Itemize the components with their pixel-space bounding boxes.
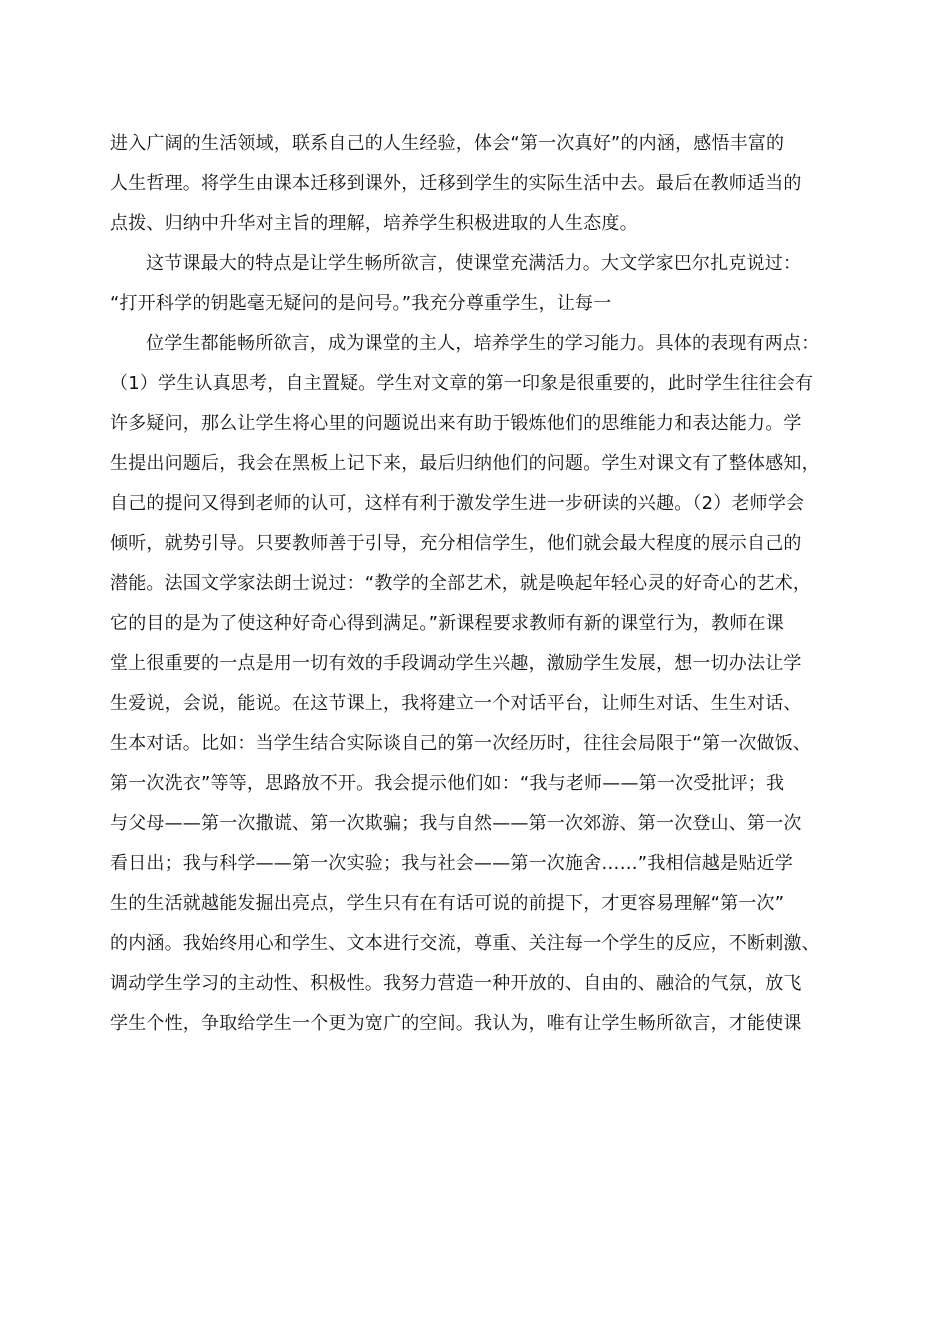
text-line: 的内涵。我始终用心和学生、文本进行交流，尊重、关注每一个学生的反应，不断刺激、 bbox=[110, 933, 820, 954]
text-line: 第一次洗衣”等等，思路放不开。我会提示他们如：“我与老师——第一次受批评；我 bbox=[110, 773, 785, 794]
text-line: 人生哲理。将学生由课本迁移到课外，迁移到学生的实际生活中去。最后在教师适当的 bbox=[110, 173, 802, 194]
text-line: 潜能。法国文学家法朗士说过：“教学的全部艺术，就是唤起年轻心灵的好奇心的艺术， bbox=[110, 573, 812, 594]
text-line: 生爱说，会说，能说。在这节课上，我将建立一个对话平台，让师生对话、生生对话、 bbox=[110, 693, 802, 714]
text-line: 位学生都能畅所欲言，成为课堂的主人，培养学生的学习能力。具体的表现有两点： bbox=[146, 333, 820, 354]
text-line: 倾听，就势引导。只要教师善于引导，充分相信学生，他们就会最大程度的展示自己的 bbox=[110, 533, 802, 554]
text-line: 许多疑问，那么让学生将心里的问题说出来有助于锻炼他们的思维能力和表达能力。学 bbox=[110, 413, 802, 434]
text-line: （1）学生认真思考，自主置疑。学生对文章的第一印象是很重要的，此时学生往往会有 bbox=[110, 373, 814, 394]
text-line: 这节课最大的特点是让学生畅所欲言，使课堂充满活力。大文学家巴尔扎克说过： bbox=[146, 253, 802, 274]
text-line: 堂上很重要的一点是用一切有效的手段调动学生兴趣，激励学生发展，想一切办法让学 bbox=[110, 653, 802, 674]
text-line: 生的生活就越能发掘出亮点，学生只有在有话可说的前提下，才更容易理解“第一次” bbox=[110, 893, 785, 914]
text-line: 生本对话。比如：当学生结合实际谈自己的第一次经历时，往往会局限于“第一次做饭、 bbox=[110, 733, 812, 754]
text-line: 生提出问题后，我会在黑板上记下来，最后归纳他们的问题。学生对课文有了整体感知， bbox=[110, 453, 820, 474]
text-line: “打开科学的钥匙毫无疑问的是问号。”我充分尊重学生，让每一 bbox=[110, 293, 612, 314]
text-line: 调动学生学习的主动性、积极性。我努力营造一种开放的、自由的、融洽的气氛，放飞 bbox=[110, 973, 802, 994]
text-line: 看日出；我与科学——第一次实验；我与社会——第一次施舍……”我相信越是贴近学 bbox=[110, 853, 793, 874]
text-line: 与父母——第一次撒谎、第一次欺骗；我与自然——第一次郊游、第一次登山、第一次 bbox=[110, 813, 802, 834]
text-line: 它的目的是为了使这种好奇心得到满足。”新课程要求教师有新的课堂行为，教师在课 bbox=[110, 613, 784, 634]
text-line: 学生个性，争取给学生一个更为宽广的空间。我认为，唯有让学生畅所欲言，才能使课 bbox=[110, 1013, 802, 1034]
text-line: 自己的提问又得到老师的认可，这样有利于激发学生进一步研读的兴趣。（2）老师学会 bbox=[110, 493, 805, 514]
text-line: 点拨、归纳中升华对主旨的理解，培养学生积极进取的人生态度。 bbox=[110, 213, 638, 234]
text-line: 进入广阔的生活领域，联系自己的人生经验，体会“第一次真好”的内涵，感悟丰富的 bbox=[110, 133, 785, 154]
